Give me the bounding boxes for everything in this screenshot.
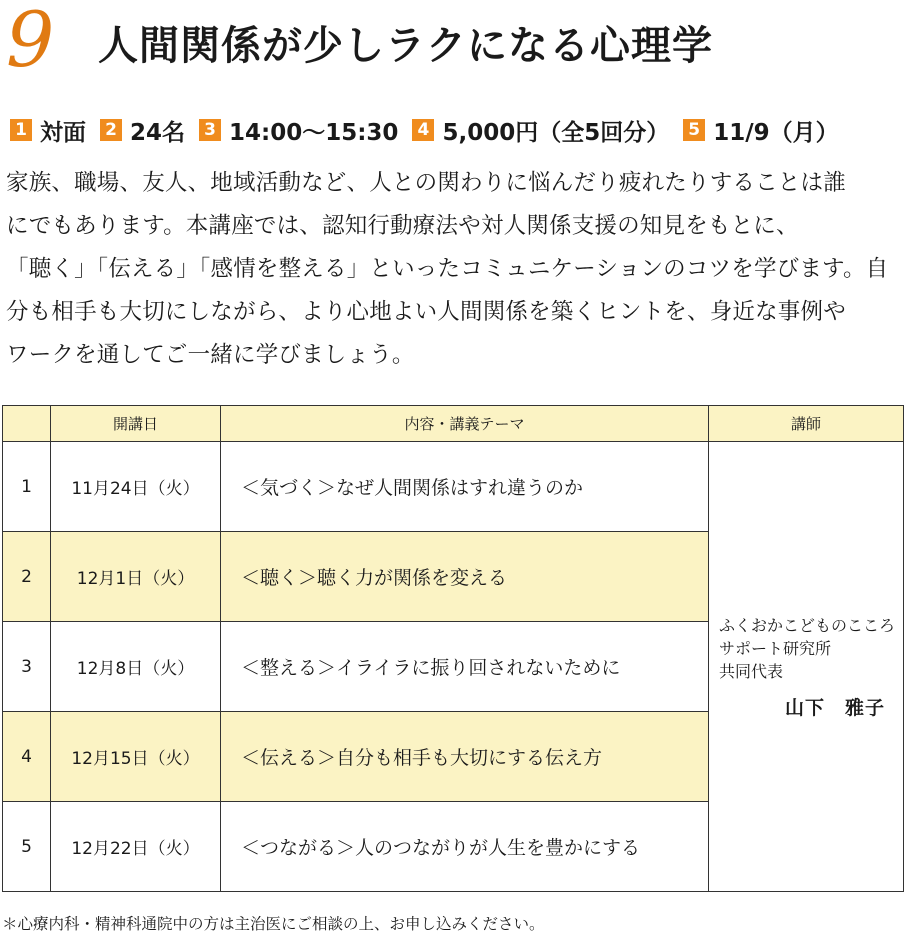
course-info [10,110,853,150]
info-badge: 5 [683,119,705,141]
session-date: 12月1日（火） [51,532,221,622]
header-theme: 内容・講義テーマ [221,406,709,442]
info-fee [412,114,669,147]
session-number: 4 [3,712,51,802]
description-line: にでもあります。本講座では、認知行動療法や対人関係支援の知見をもとに、 [6,213,799,239]
lecturer-role: 共同代表 [719,661,784,681]
lecturer-org-line1: ふくおかこどものこころ [719,615,896,635]
session-number: 3 [3,622,51,712]
session-date: 12月15日（火） [51,712,221,802]
info-format [10,114,86,147]
course-description [6,162,906,377]
table-header-row [3,406,904,442]
info-badge: 2 [100,119,122,141]
info-time [199,114,398,147]
description-line: 「聴く」「伝える」「感情を整える」といったコミュニケーションのコツを学びます。自 [6,256,889,282]
session-date: 11月24日（火） [51,442,221,532]
lecturer-org-line2: サポート研究所 [719,638,832,658]
header-lecturer: 講師 [709,406,904,442]
description-line: ワークを通してご一緒に学びましょう。 [6,342,415,368]
info-capacity [100,114,185,147]
session-theme: ＜つながる＞人のつながりが人生を豊かにする [221,802,709,892]
header-date: 開講日 [51,406,221,442]
info-deadline-text: 11/9（月） [713,119,839,146]
session-theme: ＜伝える＞自分も相手も大切にする伝え方 [221,712,709,802]
session-date: 12月22日（火） [51,802,221,892]
course-header [6,2,713,82]
course-number: 9 [6,0,55,84]
info-badge: 1 [10,119,32,141]
info-fee-text: 5,000円（全5回分） [442,119,670,146]
session-number: 2 [3,532,51,622]
header-no [3,406,51,442]
info-capacity-text: 24名 [130,119,186,146]
session-number: 1 [3,442,51,532]
schedule-table [2,405,904,892]
session-number: 5 [3,802,51,892]
info-time-text: 14:00〜15:30 [229,119,399,146]
info-format-text: 対面 [40,119,86,146]
session-date: 12月8日（火） [51,622,221,712]
lecturer-name: 山下 雅子 [784,696,885,719]
info-badge: 3 [199,119,221,141]
lecturer-cell [709,442,904,892]
description-line: 分も相手も大切にしながら、より心地よい人間関係を築くヒントを、身近な事例や [6,299,846,325]
description-line: 家族、職場、友人、地域活動など、人との関わりに悩んだり疲れたりすることは誰 [6,170,846,196]
info-badge: 4 [412,119,434,141]
session-theme: ＜気づく＞なぜ人間関係はすれ違うのか [221,442,709,532]
footnote: ＊心療内科・精神科通院中の方は主治医にご相談の上、お申し込みください。 [2,915,545,933]
table-row [3,442,904,532]
info-deadline [683,114,838,147]
session-theme: ＜聴く＞聴く力が関係を変える [221,532,709,622]
course-title: 人間関係が少しラクになる心理学 [98,22,713,69]
session-theme: ＜整える＞イライラに振り回されないために [221,622,709,712]
